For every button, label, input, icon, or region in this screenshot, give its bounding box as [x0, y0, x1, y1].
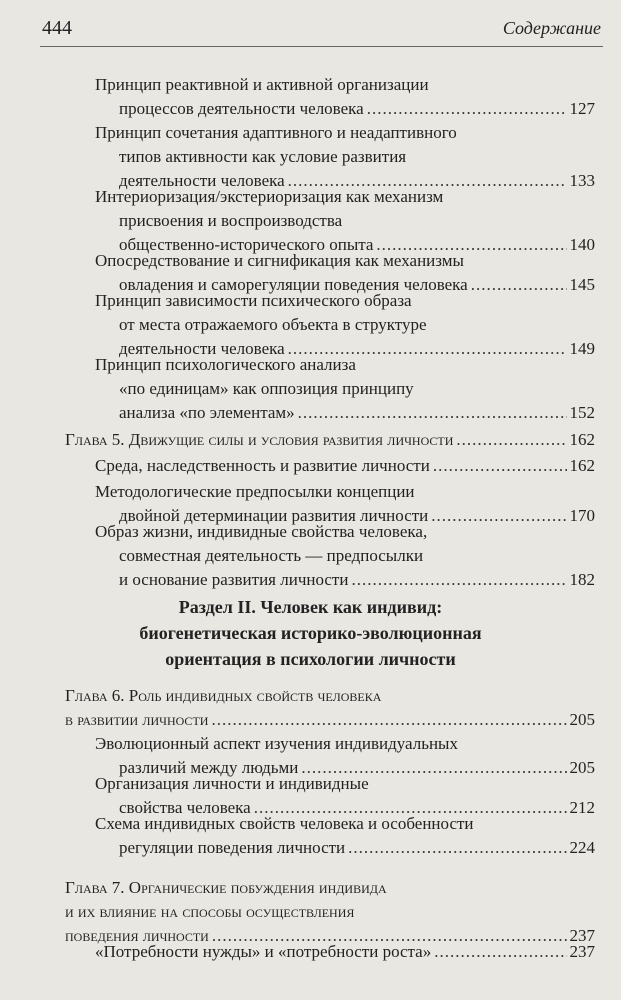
toc-entry-line: [95, 544, 595, 568]
toc-entry-text: Схема индивидных свойств человека и особенности: [95, 814, 474, 833]
toc-entry-text: совместная деятельность — предпосылки: [119, 546, 424, 565]
toc-page-number: 133: [569, 171, 595, 190]
toc-page-number: 212: [569, 798, 595, 817]
toc-entry-line: [95, 353, 595, 377]
toc-entry-text: Глава 6. Роль индивидных свойств человека: [65, 686, 382, 705]
toc-entry-text: Принцип сочетания адаптивного и неадаптивного: [95, 123, 457, 142]
toc-entry-text: типов активности как условие развития: [119, 147, 407, 166]
toc-entry-text: в развитии личности: [65, 710, 209, 729]
leader-dots: [211, 708, 566, 732]
toc-entry-text: Образ жизни, индивидные свойства человека,: [95, 522, 428, 541]
toc-chapter[interactable]: [65, 428, 595, 452]
toc-entry-line: [95, 145, 595, 169]
toc-entry-text: Глава 5. Движущие силы и условия развития личности: [65, 430, 454, 449]
leader-dots: [456, 428, 566, 452]
toc-entry-text: деятельности человека: [119, 339, 285, 358]
leader-dots: [367, 97, 567, 121]
toc-entry-text: деятельности человека: [119, 171, 285, 190]
toc-entry-line: [95, 249, 595, 273]
part-heading-line: биогенетическая историко-эволюционная: [139, 623, 482, 643]
leader-dots: [351, 568, 566, 592]
toc-entry-line: [95, 97, 595, 121]
toc-page-number: 170: [569, 506, 595, 525]
page-number: 444: [42, 17, 72, 39]
toc-entry[interactable]: [95, 812, 595, 860]
toc-entry-line: [65, 900, 595, 924]
toc-entry[interactable]: [95, 940, 595, 964]
toc-entry-text: поведения личности: [65, 926, 209, 945]
toc-entry-text: Интериоризация/экстериоризация как механизм: [95, 187, 444, 206]
toc-chapter[interactable]: [65, 684, 595, 732]
toc-page-number: 140: [569, 235, 595, 254]
toc-entry-text: Опосредствование и сигнификация как механизмы: [95, 251, 464, 270]
toc-entry-text: Эволюционный аспект изучения индивидуальных: [95, 734, 458, 753]
toc-page-number: 127: [569, 99, 595, 118]
toc-page-number: 182: [569, 570, 595, 589]
leader-dots: [348, 836, 566, 860]
toc-entry-line: [95, 73, 595, 97]
toc-entry[interactable]: [95, 185, 595, 257]
toc-page-number: 237: [569, 926, 595, 945]
part-heading-line: Раздел II. Человек как индивид:: [178, 597, 443, 617]
toc-entry-text: «по единицам» как оппозиция принципу: [119, 379, 414, 398]
toc-entry-text: Принцип реактивной и активной организации: [95, 75, 429, 94]
toc-entry-line: [95, 480, 595, 504]
toc-entry[interactable]: [95, 73, 595, 121]
toc-entry-text: Принцип психологического анализа: [95, 355, 356, 374]
toc-entry-line: [95, 209, 595, 233]
toc-entry-text: Глава 7. Органические побуждения индивида: [65, 878, 387, 897]
toc-entry-text: Среда, наследственность и развитие личности: [95, 456, 430, 475]
toc-entry[interactable]: [95, 121, 595, 193]
toc-entry-line: [65, 708, 595, 732]
toc-entry-line: [95, 185, 595, 209]
toc-entry-text: общественно-исторического опыта: [119, 235, 374, 254]
toc-entry-line: [95, 121, 595, 145]
toc-page-number: 162: [569, 456, 595, 475]
toc-entry-text: Принцип зависимости психического образа: [95, 291, 412, 310]
toc-page-number: 145: [569, 275, 595, 294]
toc-entry-text: присвоения и воспроизводства: [119, 211, 343, 230]
toc-entry-text: двойной детерминации развития личности: [119, 506, 429, 525]
toc-entry[interactable]: [95, 520, 595, 592]
part-heading: [0, 594, 621, 672]
leader-dots: [433, 454, 567, 478]
toc-entry-text: процессов деятельности человека: [119, 99, 364, 118]
toc-page-number: 149: [569, 339, 595, 358]
toc-entry[interactable]: [95, 353, 595, 425]
running-title: Содержание: [502, 18, 601, 38]
toc-entry[interactable]: [95, 454, 595, 478]
toc-entry-line: [95, 454, 595, 478]
toc-entry-line: [95, 940, 595, 964]
toc-page-number: 237: [569, 942, 595, 961]
toc-entry-text: и основание развития личности: [119, 570, 349, 589]
leader-dots: [434, 940, 566, 964]
toc-page-number: 162: [569, 430, 595, 449]
toc-page-number: 152: [569, 403, 595, 422]
toc-entry-text: и их влияние на способы осуществления: [65, 902, 355, 921]
toc-entry-text: свойства человека: [119, 798, 251, 817]
toc-entry-text: Методологические предпосылки концепции: [95, 482, 415, 501]
toc-entry-line: [95, 289, 595, 313]
toc-entry-line: [95, 401, 595, 425]
toc-page-number: 205: [569, 758, 595, 777]
toc-entry-line: [95, 520, 595, 544]
toc-entry-text: от места отражаемого объекта в структуре: [119, 315, 427, 334]
toc-entry-text: регуляции поведения личности: [119, 838, 346, 857]
leader-dots: [298, 401, 567, 425]
toc-entry-line: [95, 568, 595, 592]
toc-entry-line: [95, 772, 595, 796]
toc-entry-line: [95, 836, 595, 860]
toc-page-number: 224: [569, 838, 595, 857]
toc-page-number: 205: [569, 710, 595, 729]
toc-chapter[interactable]: [65, 876, 595, 948]
toc-entry-line: [65, 684, 595, 708]
toc-entry-line: [65, 428, 595, 452]
toc-entry-line: [95, 732, 595, 756]
toc-entry[interactable]: [95, 289, 595, 361]
toc-entry-text: анализа «по элементам»: [119, 403, 295, 422]
toc-entry-line: [95, 812, 595, 836]
toc-entry-line: [95, 377, 595, 401]
toc-entry-text: различий между людьми: [119, 758, 299, 777]
toc-entry-text: «Потребности нужды» и «потребности роста»: [95, 942, 432, 961]
part-heading-line: ориентация в психологии личности: [165, 649, 456, 669]
toc-entry-text: овладения и саморегуляции поведения человека: [119, 275, 468, 294]
toc-entry-line: [65, 876, 595, 900]
toc-entry-text: Организация личности и индивидные: [95, 774, 369, 793]
toc-entry-line: [95, 313, 595, 337]
